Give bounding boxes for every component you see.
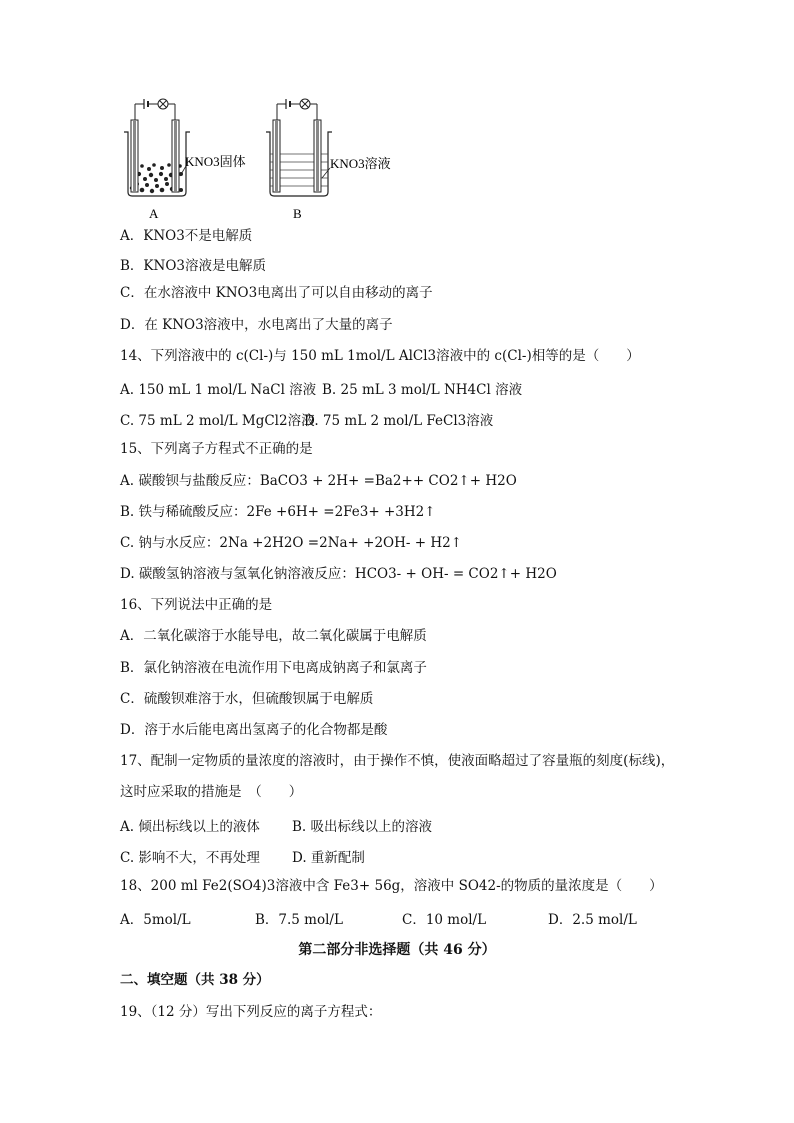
q17-option-c: C. 影响不大，不再处理 (120, 850, 260, 866)
beaker-a (124, 99, 246, 221)
q16-option-d: D．溶于水后能电离出氢离子的化合物都是酸 (120, 722, 388, 738)
q17-option-d: D. 重新配制 (292, 850, 365, 866)
q15-stem: 15、下列离子方程式不正确的是 (120, 441, 313, 457)
q13-option-b: B．KNO3溶液是电解质 (120, 258, 266, 274)
q19-stem: 19、（12 分）写出下列反应的离子方程式： (120, 1004, 382, 1020)
caption-a: A (149, 206, 159, 221)
q18-stem: 18、200 ml Fe2(SO4)3溶液中含 Fe3+ 56g，溶液中 SO42-的物质的量浓度是（ ） (120, 878, 663, 894)
kno3-solid-label: KNO3固体 (185, 154, 246, 169)
caption-b: B (293, 206, 302, 221)
q14-option-b: B. 25 mL 3 mol/L NH4Cl 溶液 (322, 382, 523, 398)
q15-option-c: C. 钠与水反应：2Na +2H2O =2Na+ +2OH- + H2↑ (120, 535, 463, 551)
q13-option-d: D．在 KNO3溶液中，水电离出了大量的离子 (120, 317, 393, 333)
beaker-b (266, 99, 391, 221)
q16-option-c: C．硫酸钡难溶于水，但硫酸钡属于电解质 (120, 691, 374, 707)
q14-stem: 14、下列溶液中的 c(Cl-)与 150 mL 1mol/L AlCl3溶液中的 c(Cl-)相等的是（ ） (120, 348, 640, 364)
q15-option-a: A. 碳酸钡与盐酸反应：BaCO3 + 2H+ =Ba2++ CO2↑+ H2O (120, 473, 517, 489)
q18-option-b: B．7.5 mol/L (255, 912, 343, 928)
q18-option-d: D．2.5 mol/L (548, 912, 637, 928)
q13-option-a: A．KNO3不是电解质 (120, 228, 253, 244)
part-two-title: 第二部分非选择题（共 46 分） (298, 942, 496, 958)
q16-option-b: B．氯化钠溶液在电流作用下电离成钠离子和氯离子 (120, 660, 427, 676)
kno3-solution-label: KNO3溶液 (330, 156, 391, 171)
section-fill-blank-heading: 二、填空题（共 38 分） (120, 972, 270, 988)
q18-option-a: A．5mol/L (120, 912, 191, 928)
q14-option-a: A. 150 mL 1 mol/L NaCl 溶液 (120, 382, 317, 398)
conductivity-apparatus-figure (118, 92, 418, 227)
q17-option-b: B. 吸出标线以上的溶液 (292, 819, 433, 835)
q16-option-a: A．二氧化碳溶于水能导电，故二氧化碳属于电解质 (120, 628, 427, 644)
q14-option-d: D. 75 mL 2 mol/L FeCl3溶液 (304, 413, 494, 429)
q18-option-c: C．10 mol/L (402, 912, 487, 928)
q17-option-a: A. 倾出标线以上的液体 (120, 819, 260, 835)
q17-stem-line2: 这时应采取的措施是 （ ） (120, 784, 303, 800)
q17-stem-line1: 17、配制一定物质的量浓度的溶液时，由于操作不慎，使液面略超过了容量瓶的刻度(标线)， (120, 753, 675, 769)
q14-option-c: C. 75 mL 2 mol/L MgCl2溶液 (120, 413, 315, 429)
q16-stem: 16、下列说法中正确的是 (120, 597, 273, 613)
q15-option-d: D. 碳酸氢钠溶液与氢氧化钠溶液反应：HCO3- + OH- = CO2↑+ H2O (120, 566, 557, 582)
q15-option-b: B. 铁与稀硫酸反应：2Fe +6H+ =2Fe3+ +3H2↑ (120, 504, 436, 520)
q13-option-c: C．在水溶液中 KNO3电离出了可以自由移动的离子 (120, 285, 433, 301)
